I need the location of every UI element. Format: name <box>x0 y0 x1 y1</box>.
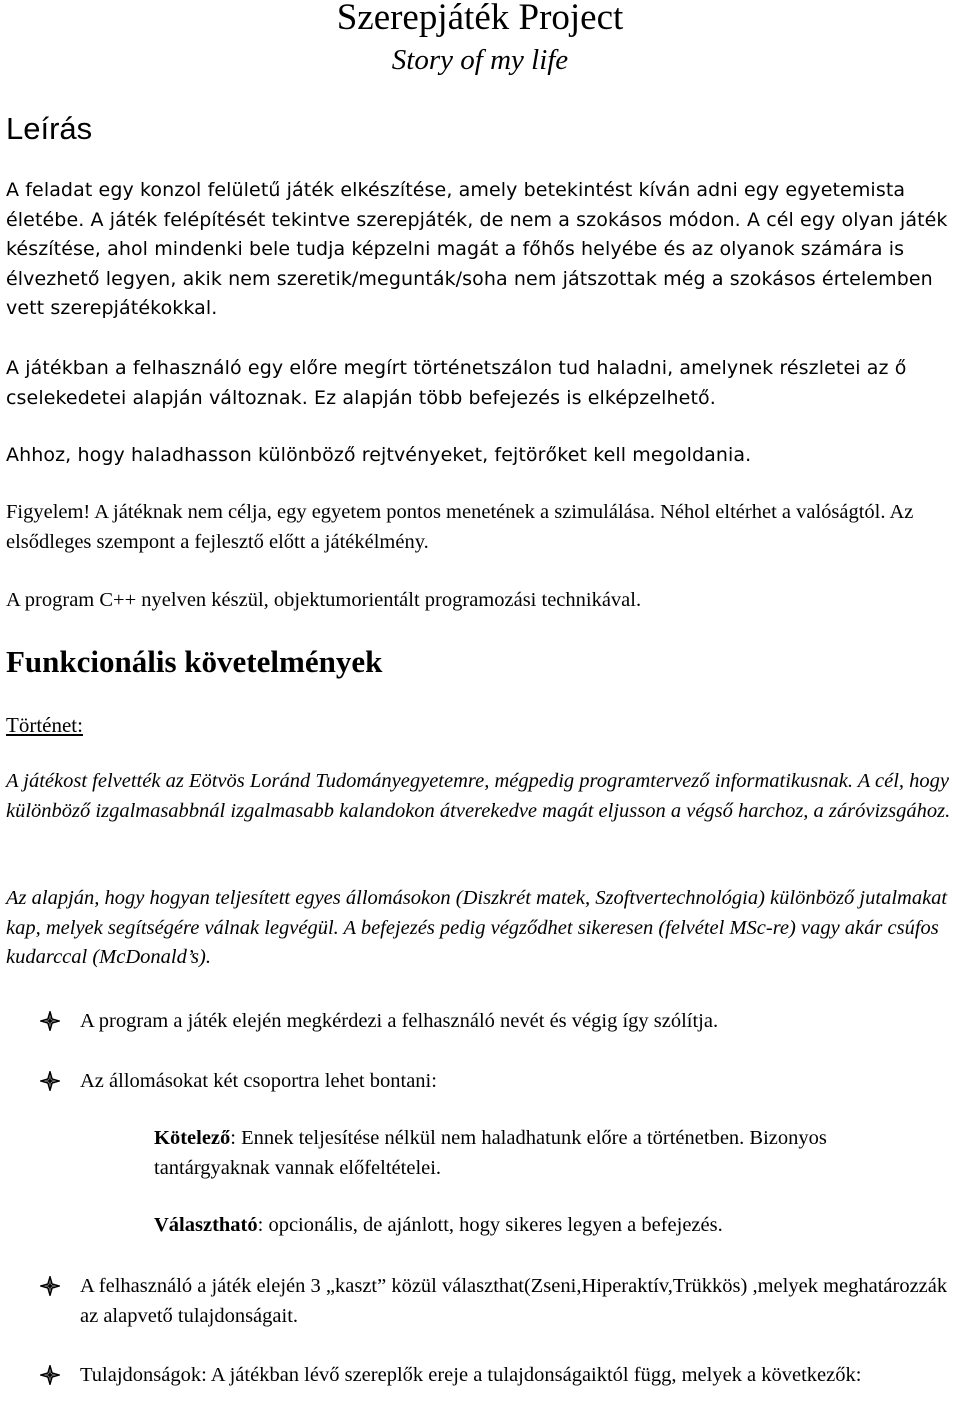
valaszthato-label: Választható <box>154 1214 258 1236</box>
paragraph-story-rewards: Az alapján, hogy hogyan teljesített egyes állomásokon (Diszkrét matek, Szoftvertechnológia) különböző jutalmakat kap, melyek segítségére válnak legvégül. A befejezés pedig végződhet sikeresen (felvétel MSc-re) vagy akár csúfos kudarccal (McDonald’s). <box>6 887 948 968</box>
bullet-text: Tulajdonságok: A játékban lévő szereplők ereje a tulajdonságaiktól függ, melyek a következők: <box>80 1364 862 1386</box>
station-valaszthato <box>154 1211 934 1241</box>
bullet-text: A program a játék elején megkérdezi a felhasználó nevét és végig így szólítja. <box>80 1010 719 1032</box>
valaszthato-text: : opcionális, de ajánlott, hogy sikeres legyen a befejezés. <box>257 1214 723 1236</box>
diamond-bullet-icon <box>40 1066 62 1091</box>
diamond-bullet-icon <box>40 1360 62 1385</box>
document-subtitle: Story of my life <box>391 44 569 76</box>
paragraph-story-intro: A játékost felvették az Eötvös Loránd Tudományegyetemre, mégpedig programtervező informatikusnak. A cél, hogy különböző izgalmasabbnál izgalmasabb kalandokon átverekedve magát eljusson a végső harchoz, a záróvizsgához. <box>6 770 951 822</box>
station-kotelezo <box>154 1124 934 1183</box>
document-title: Szerepjáték Project <box>336 0 624 38</box>
kotelezo-label: Kötelező <box>154 1127 231 1149</box>
diamond-bullet-icon <box>40 1006 62 1031</box>
section-heading-leiras: Leírás <box>6 111 93 146</box>
paragraph-warning: Figyelem! A játéknak nem célja, egy egyetem pontos menetének a szimulálása. Néhol eltérhet a valóságtól. Az elsődleges szempont a fejlesztő előtt a játékélmény. <box>6 501 914 553</box>
paragraph-intro: A feladat egy konzol felületű játék elkészítése, amely betekintést kíván adni egy egyetemista életébe. A játék felépítését tekintve szerepjáték, de nem a szokásos módon. A cél egy olyan játék készítése, ahol mindenki bele tudja képzelni magát a főhős helyébe és az olyanok számára is élvezhető legyen, akik nem szeretik/megunták/soha nem játszottak még a szokásos értelemben vett szerepjátékokkal. <box>6 179 948 319</box>
kotelezo-text: : Ennek teljesítése nélkül nem haladhatunk előre a történetben. Bizonyos tantárgyaknak vannak előfeltételei. <box>154 1127 827 1179</box>
diamond-bullet-icon <box>40 1271 62 1296</box>
paragraph-technology: A program C++ nyelven készül, objektumorientált programozási technikával. <box>6 589 642 611</box>
paragraph-storyline: A játékban a felhasználó egy előre megírt történetszálon tud haladni, amelynek részletei az ő cselekedetei alapján változnak. Ez alapján több befejezés is elképzelhető. <box>6 357 907 409</box>
paragraph-puzzles: Ahhoz, hogy haladhasson különböző rejtvényeket, fejtörőket kell megoldania. <box>6 444 752 466</box>
bullet-text: A felhasználó a játék elején 3 „kaszt” közül választhat(Zseni,Hiperaktív,Trükkös) ,melyek meghatározzák az alapvető tulajdonságait. <box>80 1275 948 1327</box>
bullet-text: Az állomásokat két csoportra lehet bontani: <box>80 1070 437 1092</box>
subheading-tortenet: Történet: <box>6 713 83 737</box>
section-heading-funkcionalis: Funkcionális követelmények <box>6 644 383 679</box>
